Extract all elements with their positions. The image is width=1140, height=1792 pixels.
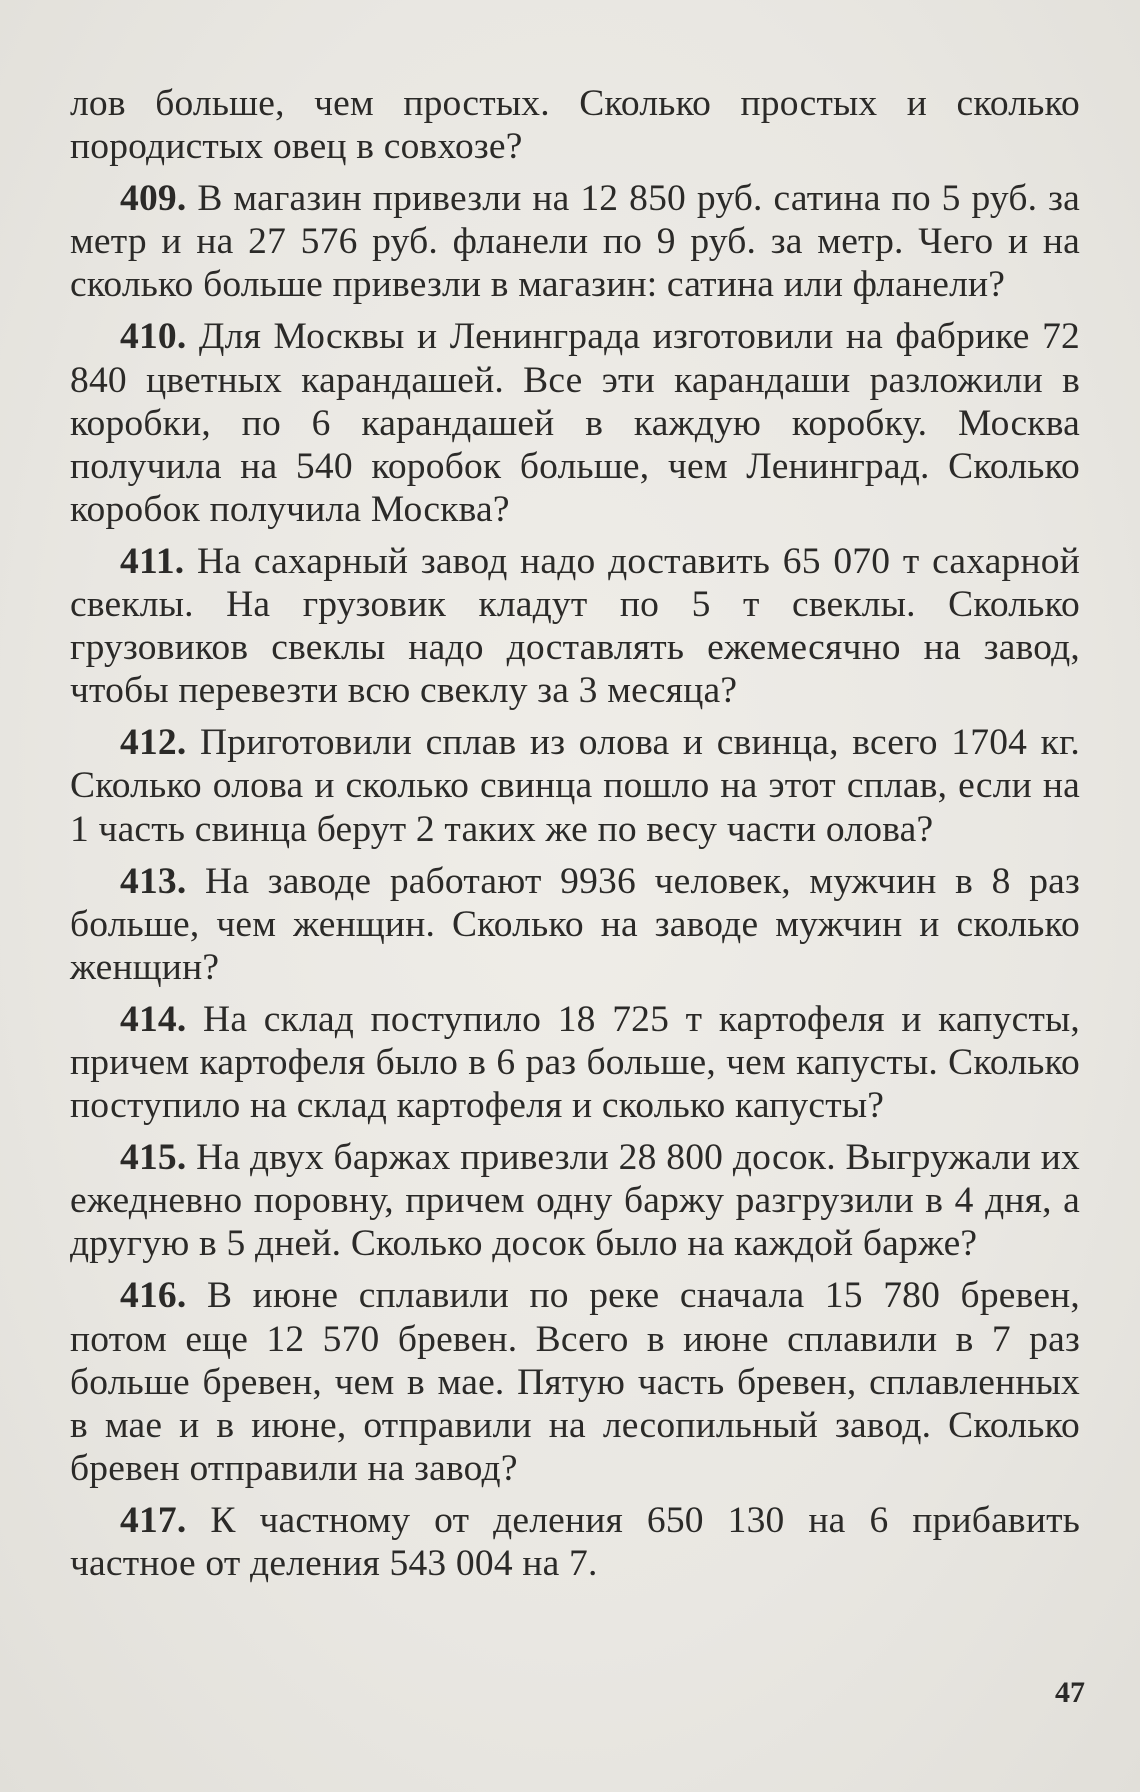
problem-413 <box>70 860 1080 989</box>
problem-text: На двух баржах привезли 28 800 досок. Выгружали их ежедневно поровну, причем одну баржу разгрузили в 4 дня, а другую в 5 дней. Сколько досок было на каждой барже? <box>70 1137 1081 1265</box>
problem-text: В магазин привезли на 12 850 руб. сатина по 5 руб. за метр и на 27 576 руб. фланели по 9 руб. за метр. Чего и на сколько больше привезли в магазин: сатина или фланели? <box>70 178 1080 306</box>
problem-410 <box>70 315 1080 530</box>
problem-text: На сахарный завод надо доставить 65 070 т сахарной свеклы. На грузовик кладут по 5 т свеклы. Сколько грузовиков свеклы надо доставлять ежемесячно на завод, чтобы перевезти всю свеклу за 3 месяца? <box>70 540 1080 712</box>
problem-text: В июне сплавили по реке сначала 15 780 бревен, потом еще 12 570 бревен. Всего в июне сплавили в 7 раз больше бревен, чем в мае. Пятую часть бревен, сплавленных в мае и в июне, отправили на лесопильный завод. Сколько бревен отправили на завод? <box>70 1275 1081 1489</box>
problem-text: К частному от деления 650 130 на 6 прибавить частное от деления 543 004 на 7. <box>70 1499 1080 1584</box>
problem-411 <box>70 540 1080 712</box>
problem-number: 414. <box>120 998 187 1040</box>
problem-text: На заводе работают 9936 человек, мужчин в 8 раз больше, чем женщин. Сколько на заводе мужчин и сколько женщин? <box>70 860 1080 988</box>
problem-415 <box>70 1136 1080 1265</box>
problem-number: 409. <box>120 178 187 220</box>
problem-414 <box>70 998 1080 1127</box>
problem-409 <box>70 177 1080 306</box>
problem-text: лов больше, чем простых. Сколько простых и сколько породистых овец в совхозе? <box>70 83 1080 168</box>
problem-text: Приготовили сплав из олова и свинца, всего 1704 кг. Сколько олова и сколько свинца пошло на этот сплав, если на 1 часть свинца берут 2 таких же по весу части олова? <box>70 722 1080 850</box>
problem-number: 415. <box>120 1137 187 1179</box>
problem-412 <box>70 721 1080 850</box>
problem-text: Для Москвы и Ленинграда изготовили на фабрике 72 840 цветных карандашей. Все эти карандаши разложили в коробки, по 6 карандашей в каждую коробку. Москва получила на 540 коробок больше, чем Ленинград. Сколько коробок получила Москва? <box>70 316 1080 530</box>
problem-number: 416. <box>120 1275 187 1317</box>
page-number: 47 <box>1055 1676 1085 1709</box>
problem-continuation <box>70 82 1080 168</box>
problem-number: 411. <box>120 540 185 582</box>
problem-number: 417. <box>120 1499 187 1541</box>
problem-text: На склад поступило 18 725 т картофеля и капусты, причем картофеля было в 6 раз больше, чем капусты. Сколько поступило на склад картофеля и сколько капусты? <box>70 998 1081 1127</box>
problem-417 <box>70 1499 1080 1585</box>
problem-416 <box>70 1274 1080 1489</box>
problem-list <box>70 82 1080 1594</box>
problem-number: 410. <box>120 316 187 358</box>
problem-number: 412. <box>120 722 187 764</box>
problem-number: 413. <box>120 860 187 902</box>
